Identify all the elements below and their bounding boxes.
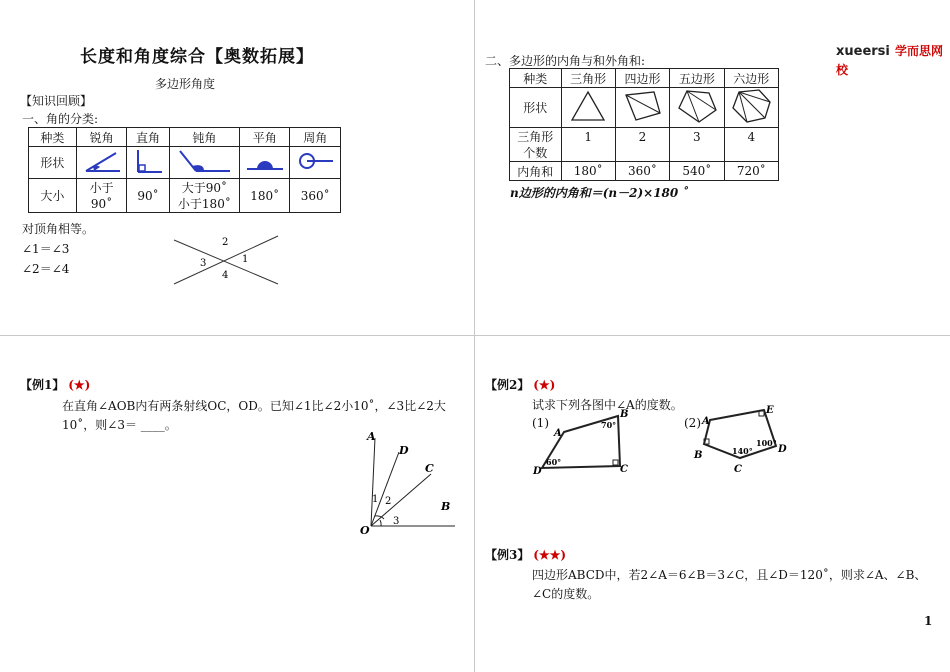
- size-cell: 小于 90˚: [76, 179, 126, 213]
- point-a-label: A: [367, 430, 376, 443]
- angle-3-label: 3: [393, 516, 400, 527]
- straight-angle-icon: [243, 147, 287, 175]
- size-cell: 180˚: [239, 179, 289, 213]
- logo-chinese: 学而思网校: [836, 44, 943, 77]
- interior-sum-row: [510, 162, 779, 181]
- count-cell: 3: [670, 128, 724, 162]
- triangle-count-row: [510, 128, 779, 162]
- hexagon-cell: [724, 88, 778, 128]
- horizontal-divider: [0, 335, 950, 336]
- right-angle-icon: [130, 147, 166, 175]
- vertical-angle-label: 2: [222, 237, 229, 248]
- header-cell: 三角形: [561, 69, 615, 88]
- polygon-angle-table: [509, 68, 779, 181]
- point-c-label: C: [425, 462, 434, 475]
- fig2-angle-c: 140°: [732, 446, 753, 456]
- fig2-point-e: E: [766, 405, 774, 416]
- polygon-formula: n边形的内角和＝(n－2)×180 ˚: [510, 186, 689, 200]
- header-cell: 钝角: [169, 128, 239, 147]
- triangle-cell: [561, 88, 615, 128]
- example3-label: 【例3】: [485, 548, 530, 562]
- brand-logo: [836, 40, 950, 78]
- pentagon-shape-icon: [675, 88, 719, 124]
- shape-label: 形状: [510, 88, 562, 128]
- angle-2-label: 2: [385, 496, 392, 507]
- header-cell: 平角: [239, 128, 289, 147]
- example1-problem: 在直角∠AOB内有两条射线OC，OD。已知∠1比∠2小10˚，∠3比∠2大10˚，则∠3＝ ____。: [62, 399, 446, 432]
- figure2-label: (2): [684, 416, 701, 430]
- fig1-point-c: C: [620, 464, 628, 475]
- example2-label: 【例2】: [485, 378, 530, 392]
- section1-heading: 一、角的分类:: [22, 112, 99, 126]
- sum-label: 内角和: [510, 162, 562, 181]
- header-cell: 四边形: [615, 69, 669, 88]
- fig1-angle-d: 60°: [546, 457, 562, 467]
- page-number: 1: [924, 614, 933, 628]
- equation-1: ∠1＝∠3: [22, 242, 70, 256]
- fig2-point-a: A: [702, 416, 710, 427]
- header-cell: 种类: [510, 69, 562, 88]
- size-row: [29, 179, 341, 213]
- figure1-label: (1): [532, 416, 549, 430]
- right-angle-cell: [127, 147, 169, 179]
- shape-label: 形状: [29, 147, 77, 179]
- example2-text: 试求下列各图中∠A的度数。: [532, 398, 683, 412]
- point-d-label: D: [399, 444, 409, 457]
- fig1-point-d: D: [533, 466, 542, 477]
- example1-figure: [355, 428, 465, 540]
- angle-1-label: 1: [372, 494, 379, 505]
- logo-latin: xueersi: [836, 44, 890, 59]
- acute-angle-icon: [80, 147, 124, 175]
- size-cell: 90˚: [127, 179, 169, 213]
- review-heading: 【知识回顾】: [20, 94, 93, 108]
- acute-angle-cell: [76, 147, 126, 179]
- header-cell: 六边形: [724, 69, 778, 88]
- example1-label: 【例1】: [20, 378, 65, 392]
- vertical-angle-label: 1: [242, 254, 249, 265]
- vertical-angles-text: 对顶角相等。: [22, 222, 95, 236]
- header-cell: 直角: [127, 128, 169, 147]
- example2-figure2: [690, 402, 790, 478]
- example3-header: [485, 546, 566, 563]
- example2-header: [485, 376, 555, 393]
- example1-header: [20, 376, 90, 393]
- obtuse-angle-cell: [169, 147, 239, 179]
- pentagon-cell: [670, 88, 724, 128]
- size-cell: 大于90˚ 小于180˚: [169, 179, 239, 213]
- angle-classification-table: [28, 127, 341, 213]
- full-angle-icon: [293, 147, 337, 175]
- table-header-row: [510, 69, 779, 88]
- count-label: [510, 128, 562, 162]
- count-label-line-2: 个数: [523, 145, 548, 160]
- shape-row: [29, 147, 341, 179]
- full-angle-cell: [290, 147, 341, 179]
- table-header-row: [29, 128, 341, 147]
- count-cell: 2: [615, 128, 669, 162]
- quadrilateral-shape-icon: [620, 89, 664, 123]
- example3-difficulty: (★★): [533, 548, 567, 562]
- count-cell: 4: [724, 128, 778, 162]
- sum-cell: 180˚: [561, 162, 615, 181]
- straight-angle-cell: [239, 147, 289, 179]
- point-b-label: B: [441, 500, 451, 513]
- example2-figure1: [530, 406, 635, 478]
- page-subtitle: 多边形角度: [155, 77, 216, 91]
- section2-heading: 二、多边形的内角与和外角和:: [485, 54, 646, 68]
- fig2-point-b: B: [694, 450, 703, 461]
- fig1-angle-b: 70°: [601, 420, 617, 430]
- example3-text: 四边形ABCD中，若2∠A＝6∠B＝3∠C，且∠D＝120˚，则求∠A、∠B、∠C的度数。: [532, 568, 927, 601]
- fig2-point-c: C: [734, 464, 742, 475]
- header-cell: 五边形: [670, 69, 724, 88]
- sum-cell: 360˚: [615, 162, 669, 181]
- count-cell: 1: [561, 128, 615, 162]
- size-cell: 360˚: [290, 179, 341, 213]
- vertical-angle-label: 3: [200, 258, 207, 269]
- obtuse-angle-icon: [174, 147, 234, 175]
- fig2-point-d: D: [778, 444, 787, 455]
- equation-2: ∠2＝∠4: [22, 262, 70, 276]
- size-label: 大小: [29, 179, 77, 213]
- page-title: 长度和角度综合【奥数拓展】: [80, 47, 314, 67]
- shape-row: [510, 88, 779, 128]
- hexagon-shape-icon: [729, 88, 773, 124]
- point-o-label: O: [360, 524, 370, 537]
- example1-difficulty: (★): [68, 378, 91, 392]
- header-cell: 种类: [29, 128, 77, 147]
- header-cell: 周角: [290, 128, 341, 147]
- sum-cell: 540˚: [670, 162, 724, 181]
- triangle-shape-icon: [568, 89, 608, 123]
- vertical-angle-label: 4: [222, 270, 229, 281]
- fig1-point-b: B: [620, 409, 629, 420]
- sum-cell: 720˚: [724, 162, 778, 181]
- fig2-angle-d: 100°: [756, 438, 777, 448]
- fig1-point-a: A: [554, 428, 562, 439]
- quadrilateral-cell: [615, 88, 669, 128]
- header-cell: 锐角: [76, 128, 126, 147]
- vertical-divider: [474, 0, 475, 672]
- count-label-line-1: 三角形: [517, 129, 554, 144]
- example2-difficulty: (★): [533, 378, 556, 392]
- vertical-angles-figure: [170, 230, 282, 288]
